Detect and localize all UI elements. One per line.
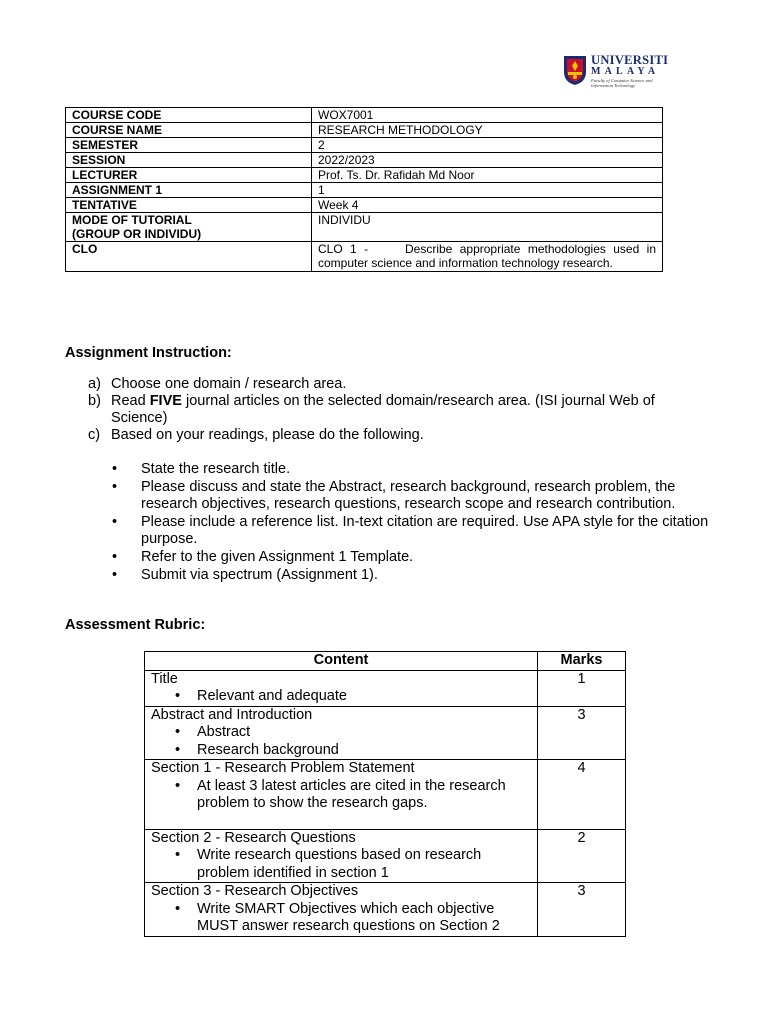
rubric-marks: 3 [538,883,626,937]
instruction-text: Choose one domain / research area. [111,376,347,392]
bullet-text: State the research title. [141,461,291,477]
bullet-text: Please include a reference list. In-text citation are required. Use APA style for the citation purpose. [141,514,709,547]
bullet-icon: • [175,777,181,794]
logo-malaya-text: MALAYA [591,66,660,77]
instruction-item [88,393,708,427]
info-value: WOX7001 [312,108,663,123]
bullet-icon: • [112,461,118,477]
bullet-icon: • [175,688,181,704]
rubric-sub-text: Write SMART Objectives which each objective MUST answer research questions on Section 2 [197,900,500,934]
rubric-sub-item [151,901,531,936]
rubric-title: Section 3 - Research Objectives [151,883,359,899]
info-value: Week 4 [312,198,663,213]
bullet-text: Refer to the given Assignment 1 Template. [141,549,414,565]
instruction-text-pre: Read [111,393,150,409]
info-key: SESSION [66,153,312,168]
bullet-icon: • [175,741,181,758]
rubric-title: Section 1 - Research Problem Statement [151,760,415,776]
instruction-item [88,376,708,393]
rubric-title: Section 2 - Research Questions [151,829,356,846]
rubric-content-cell [145,829,538,883]
info-value: Prof. Ts. Dr. Rafidah Md Noor [312,168,663,183]
info-row [66,213,663,242]
info-key: TENTATIVE [66,198,312,213]
rubric-table [144,651,626,937]
info-key-line: MODE OF TUTORIAL [72,213,192,227]
rubric-marks: 4 [538,760,626,830]
instruction-text-post: journal articles on the selected domain/research area. (ISI journal Web of Science) [111,393,655,426]
instruction-list [88,376,708,444]
rubric-heading: Assessment Rubric: [65,617,206,633]
info-value: INDIVIDU [312,213,663,242]
bullet-icon: • [175,724,181,740]
bullet-text: Submit via spectrum (Assignment 1). [141,567,378,583]
info-value: RESEARCH METHODOLOGY [312,123,663,138]
bullet-text: Please discuss and state the Abstract, research background, research problem, the research objectives, research questions, research scope and research contribution. [141,479,676,512]
rubric-content-cell [145,670,538,706]
info-value: 2022/2023 [312,153,663,168]
rubric-sub-text: Write research questions based on research problem identified in section 1 [197,847,482,881]
info-row [66,198,663,213]
info-key: ASSIGNMENT 1 [66,183,312,198]
info-key: LECTURER [66,168,312,183]
instruction-text: Based on your readings, please do the following. [111,427,424,443]
rubric-sub-text: At least 3 latest articles are cited in the research problem to show the research gaps. [197,777,506,811]
bullet-icon: • [112,567,118,583]
rubric-marks: 1 [538,670,626,706]
bullet-icon: • [175,847,181,863]
rubric-title: Abstract and Introduction [151,706,313,723]
bullet-item [112,461,712,478]
instruction-marker: c) [88,427,101,443]
info-value: CLO 1 - Describe appropriate methodologies used in computer science and information technology research. [312,242,663,272]
info-key: COURSE CODE [66,108,312,123]
rubric-col-content: Content [145,652,538,671]
rubric-sub-item [151,742,531,760]
bullet-item [112,567,712,584]
university-logo [562,52,672,92]
rubric-content-cell [145,883,538,937]
info-row [66,123,663,138]
rubric-marks: 2 [538,829,626,883]
info-row [66,242,663,272]
bullet-item [112,549,712,566]
info-row [66,168,663,183]
instruction-marker: b) [88,393,101,409]
rubric-marks: 3 [538,706,626,760]
rubric-sub-item [151,778,531,813]
bullet-icon: • [112,549,118,565]
rubric-content-cell [145,760,538,830]
info-key: SEMESTER [66,138,312,153]
rubric-row [145,670,626,706]
task-bullet-list [112,461,712,585]
bullet-icon: • [175,900,181,917]
bullet-item [112,479,712,513]
rubric-sub-item [151,688,531,706]
info-value: 1 [312,183,663,198]
logo-faculty-text: Faculty of Computer Science and Information Technology [591,78,653,89]
instruction-marker: a) [88,376,101,392]
info-row [66,108,663,123]
course-info-table [65,107,663,272]
rubric-row [145,706,626,760]
info-key: COURSE NAME [66,123,312,138]
instruction-text-bold: FIVE [149,393,182,409]
university-crest-icon [562,54,588,86]
rubric-title: Title [151,670,178,687]
info-key-line: (GROUP OR INDIVIDU) [72,227,202,241]
rubric-header-row [145,652,626,671]
rubric-sub-text: Relevant and adequate [197,688,347,704]
info-key [66,213,312,242]
logo-university-text: UNIVERSITI [591,53,669,67]
info-row [66,138,663,153]
rubric-sub-text: Abstract [197,724,251,740]
rubric-row [145,829,626,883]
bullet-icon: • [112,514,118,530]
bullet-item [112,514,712,548]
rubric-sub-item [151,724,531,742]
instruction-heading: Assignment Instruction: [65,345,232,361]
rubric-row [145,883,626,937]
rubric-sub-item [151,847,531,882]
info-value: 2 [312,138,663,153]
info-row [66,183,663,198]
rubric-content-cell [145,706,538,760]
rubric-sub-text: Research background [197,741,339,758]
bullet-icon: • [112,479,118,495]
info-row [66,153,663,168]
instruction-item [88,427,708,444]
rubric-col-marks: Marks [538,652,626,671]
rubric-row [145,760,626,830]
info-key: CLO [66,242,312,272]
